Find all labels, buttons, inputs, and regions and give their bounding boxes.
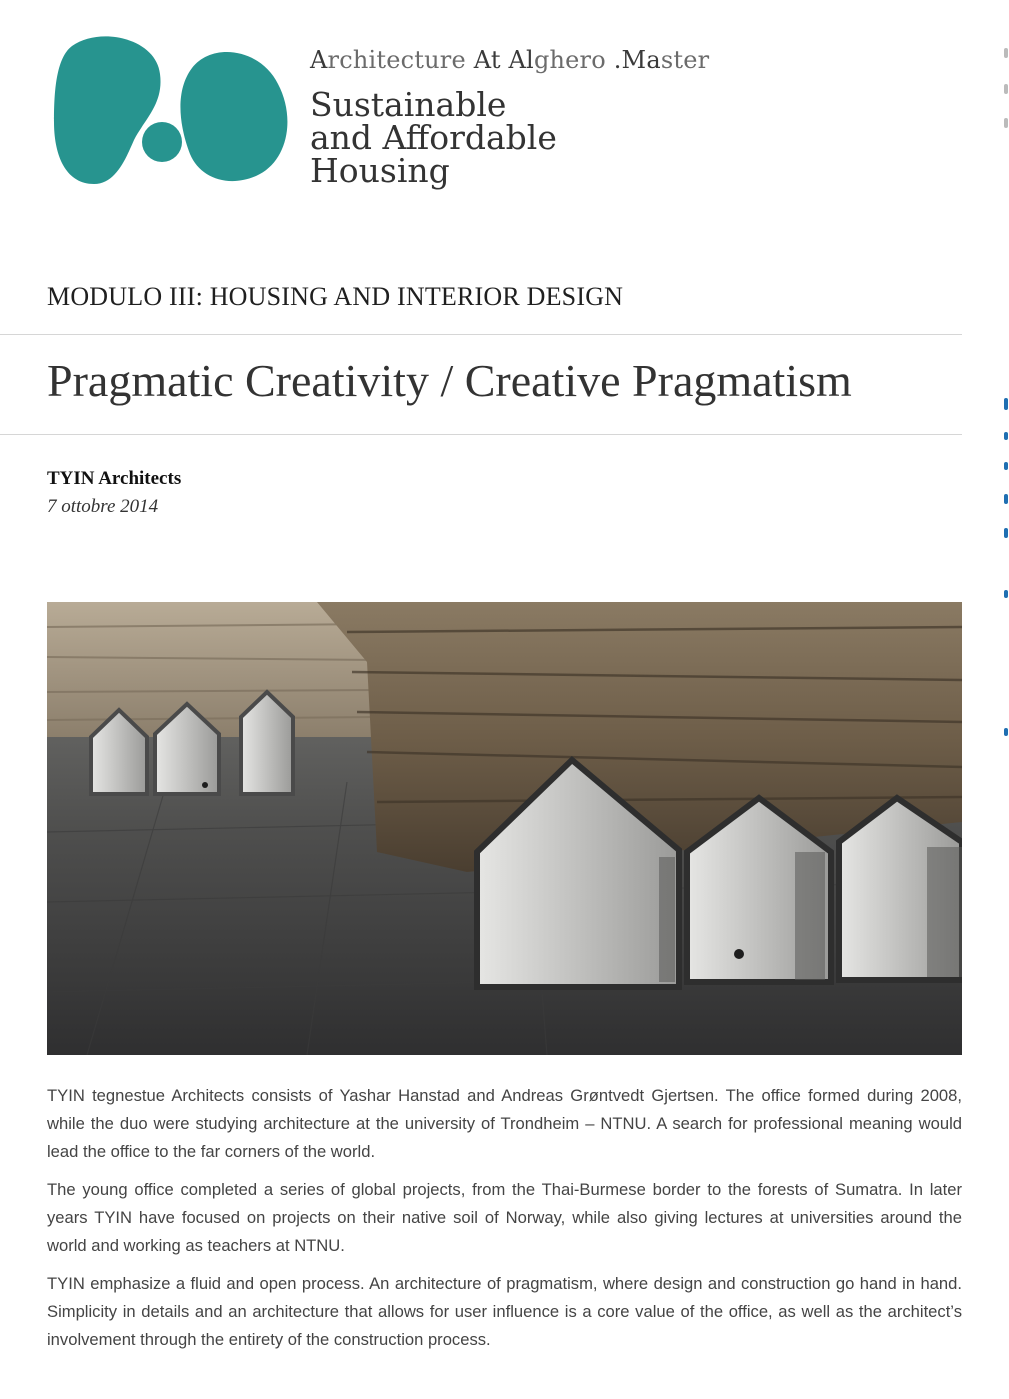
tagline-segment: A: [310, 46, 328, 74]
tagline-segment: At: [473, 46, 501, 74]
tagline-segment: Al: [508, 46, 534, 74]
site-title: [310, 85, 557, 190]
sidebar-link-fragment[interactable]: [1004, 528, 1008, 538]
site-title-line-1: Sustainable: [310, 85, 507, 124]
tagline-segment: rchitecture: [327, 46, 474, 74]
tagline-segment: [501, 46, 509, 74]
post-author: TYIN Architects: [47, 468, 182, 489]
tagline-segment: ster: [660, 46, 710, 74]
divider: [0, 434, 962, 435]
hero-image: [47, 602, 962, 1055]
article-paragraph: TYIN emphasize a fluid and open process. An architecture of pragmatism, where design and construction go hand in hand. Simplicity in details and an architecture that allows for user influence is a core value of the office, as well as the architect’s involvement through the entirety of the construction process.: [47, 1274, 962, 1349]
tagline-segment: .Ma: [613, 46, 661, 74]
post-title[interactable]: Pragmatic Creativity / Creative Pragmatism: [47, 355, 852, 406]
site-tagline: [310, 46, 709, 74]
site-title-line-2: and Affordable: [310, 118, 557, 157]
sidebar-link-fragment[interactable]: [1004, 494, 1008, 504]
hero-illustration: [47, 602, 962, 1055]
sidebar-link-fragment[interactable]: [1004, 728, 1008, 736]
sidebar-link-fragment[interactable]: [1004, 432, 1008, 440]
category-heading[interactable]: MODULO III: HOUSING AND INTERIOR DESIGN: [47, 282, 624, 311]
article-body: [47, 1082, 962, 1364]
post-date: 7 ottobre 2014: [47, 496, 159, 517]
logo-mark-icon: [52, 36, 292, 188]
site-title-line-3: Housing: [310, 151, 450, 190]
tagline-segment: ghero: [533, 46, 614, 74]
sidebar-fragment: [1004, 84, 1008, 94]
sidebar-link-fragment[interactable]: [1004, 590, 1008, 598]
sidebar-link-fragment[interactable]: [1004, 462, 1008, 470]
sidebar-fragment: [1004, 118, 1008, 128]
sidebar-fragment: [1004, 48, 1008, 58]
article-paragraph: TYIN tegnestue Architects consists of Yashar Hanstad and Andreas Grøntvedt Gjertsen. The office formed during 2008, while the duo were studying architecture at the university of Trondheim – NTNU. A search for professional meaning would lead the office to the far corners of the world.: [47, 1086, 962, 1161]
site-logo[interactable]: [52, 36, 710, 196]
sidebar-link-fragment[interactable]: [1004, 398, 1008, 410]
article-paragraph: The young office completed a series of global projects, from the Thai-Burmese border to the forests of Sumatra. In later years TYIN have focused on projects on their native soil of Norway, while also giving lectures at universities around the world and working as teachers at NTNU.: [47, 1180, 962, 1255]
divider: [0, 334, 962, 335]
